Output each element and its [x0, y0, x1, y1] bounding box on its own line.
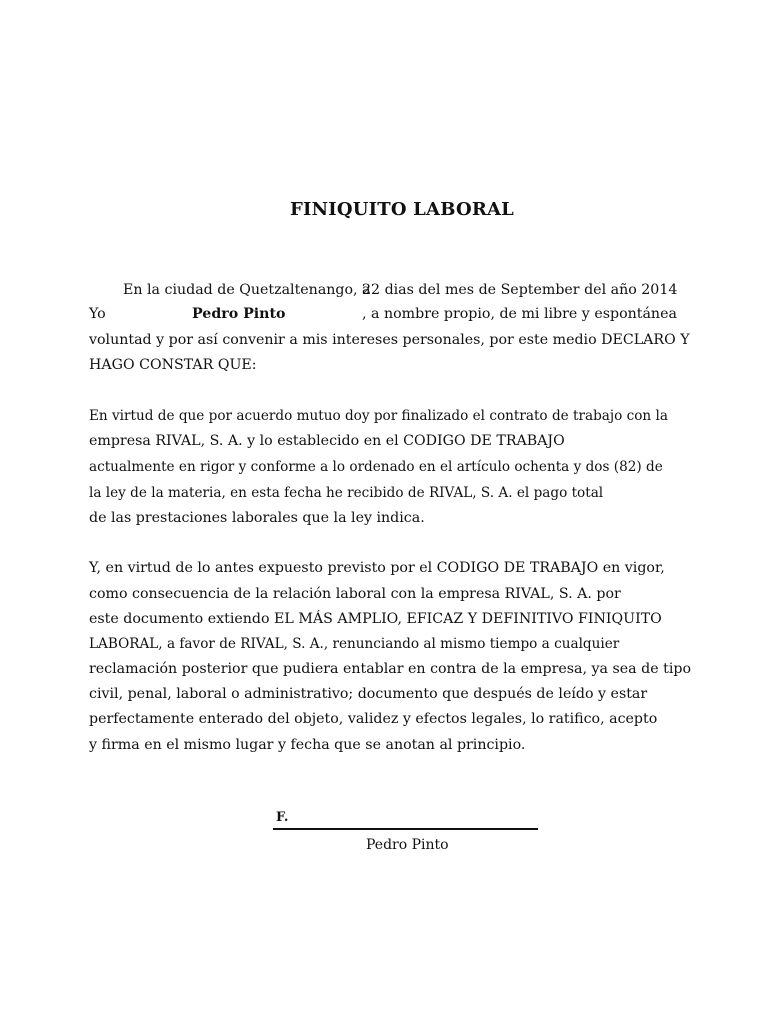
paragraph2-line: como consecuencia de la relación laboral con la empresa RIVAL, S. A. por — [89, 586, 621, 602]
paragraph1-line: En virtud de que por acuerdo mutuo doy por finalizado el contrato de trabajo con la — [89, 408, 668, 424]
paragraph2-line: civil, penal, laboral o administrativo; documento que después de leído y estar — [89, 686, 648, 702]
signature-line — [273, 828, 538, 830]
intro-city-clause: En la ciudad de Quetzaltenango, a — [123, 282, 371, 298]
paragraph2-line: y firma en el mismo lugar y fecha que se anotan al principio. — [89, 737, 526, 753]
paragraph2-line: perfectamente enterado del objeto, validez y efectos legales, lo ratifico, acepto — [89, 711, 658, 727]
paragraph2-line: Y, en virtud de lo antes expuesto previsto por el CODIGO DE TRABAJO en vigor, — [89, 560, 665, 576]
intro-yo: Yo — [89, 306, 106, 322]
paragraph1-line: actualmente en rigor y conforme a lo ordenado en el artículo ochenta y dos (82) de — [89, 459, 663, 475]
declarant-name: Pedro Pinto — [192, 306, 286, 322]
paragraph1-line: la ley de la materia, en esta fecha he recibido de RIVAL, S. A. el pago total — [89, 485, 604, 501]
signature-name: Pedro Pinto — [366, 837, 449, 853]
paragraph1-line: empresa RIVAL, S. A. y lo establecido en el CODIGO DE TRABAJO — [89, 433, 565, 449]
paragraph2-line: LABORAL, a favor de RIVAL, S. A., renunciando al mismo tiempo a cualquier — [89, 636, 620, 652]
signature-prefix: F. — [276, 810, 289, 825]
paragraph1-line: de las prestaciones laborales que la ley indica. — [89, 510, 425, 526]
intro-date-clause: 22 dias del mes de September del año 2014 — [362, 282, 678, 298]
document-title: FINIQUITO LABORAL — [289, 199, 515, 220]
intro-line-3: voluntad y por así convenir a mis intereses personales, por este medio DECLARO Y — [89, 332, 690, 348]
paragraph2-line: reclamación posterior que pudiera entablar en contra de la empresa, ya sea de tipo — [89, 661, 691, 677]
paragraph2-line: este documento extiendo EL MÁS AMPLIO, EFICAZ Y DEFINITIVO FINIQUITO — [89, 611, 662, 627]
intro-yo-rest: , a nombre propio, de mi libre y espontánea — [362, 306, 677, 322]
intro-line-4: HAGO CONSTAR QUE: — [89, 357, 257, 373]
